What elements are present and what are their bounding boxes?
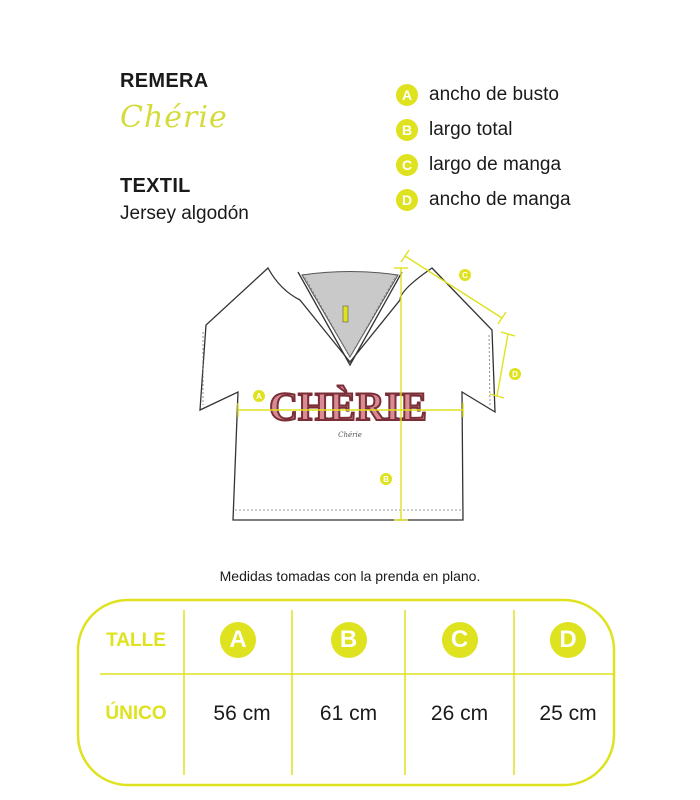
table-col-a: A [220, 622, 256, 658]
legend-text-c: largo de manga [429, 154, 562, 175]
table-col-b: B [331, 622, 367, 658]
measure-marker-d: D [512, 370, 518, 379]
table-value-c: 26 cm [430, 702, 489, 725]
legend-text-d: ancho de manga [429, 189, 571, 210]
measurement-note: Medidas tomadas con la prenda en plano. [219, 568, 481, 584]
table-row-unico: ÚNICO [105, 703, 167, 724]
measure-marker-c: C [462, 271, 468, 280]
legend-badge-b: B [396, 119, 418, 141]
legend-badge-c: C [396, 154, 418, 176]
table-value-a: 56 cm [213, 702, 271, 725]
fabric-value: Jersey algodón [120, 203, 249, 224]
legend-text-b: largo total [429, 119, 513, 140]
tshirt-small-signature: Chérie [338, 431, 362, 439]
table-value-b: 61 cm [319, 702, 378, 725]
table-value-d: 25 cm [539, 702, 597, 725]
product-name-script: Chérie [120, 100, 228, 135]
legend-badge-d: D [396, 189, 418, 211]
legend-text-a: ancho de busto [429, 84, 559, 105]
fabric-label: TEXTIL [120, 175, 191, 197]
table-col-d: D [550, 622, 586, 658]
tshirt-print-text: CHÈRIE [269, 384, 427, 429]
product-type-label: REMERA [120, 70, 209, 92]
legend-badge-a: A [396, 84, 418, 106]
table-header-talle: TALLE [106, 630, 166, 651]
table-col-c: C [442, 622, 478, 658]
measure-marker-a: A [256, 392, 262, 401]
measure-marker-b: B [383, 475, 389, 484]
